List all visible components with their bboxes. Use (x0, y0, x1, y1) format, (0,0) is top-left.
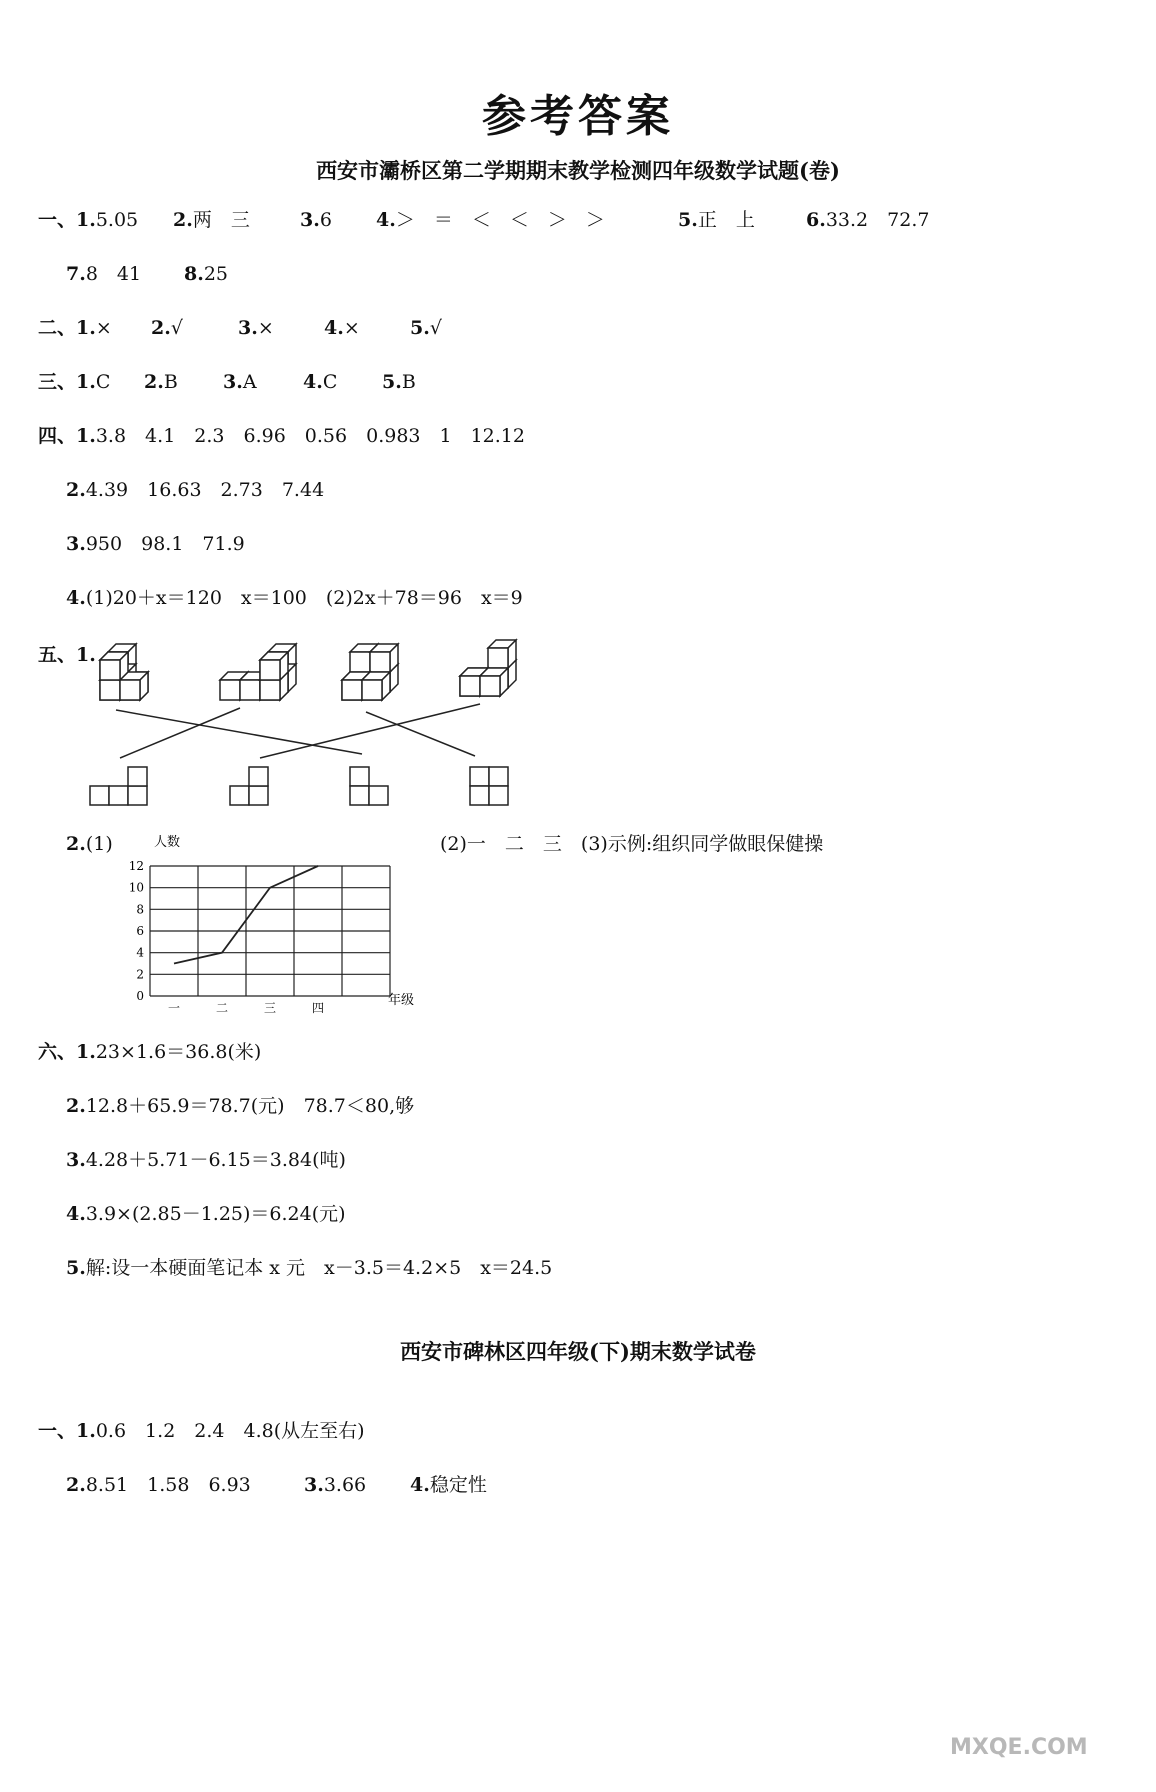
q-answer: (1) (85, 833, 113, 855)
q-label: 2. (173, 209, 193, 231)
q-label: 4. (376, 209, 396, 231)
y-tick-label: 4 (136, 945, 144, 960)
q-label: 4. (66, 587, 86, 609)
x-tick-label: 二 (215, 1001, 229, 1015)
view-figure-1 (90, 767, 147, 805)
q-answer: 3.9×(2.85－1.25)＝6.24(元) (85, 1203, 346, 1225)
solid-figure-4 (460, 640, 516, 696)
q-answer: × (95, 317, 112, 339)
q-answer: 6 (319, 209, 332, 231)
q-answer: 23×1.6＝36.8(米) (95, 1041, 262, 1063)
q-answer: × (343, 317, 360, 339)
q-label: 六、1. (38, 1041, 96, 1063)
solid-figure-2 (220, 644, 296, 700)
q-label: 5. (66, 1257, 86, 1279)
y-axis-label: 人数 (154, 835, 181, 850)
q-answer: 解:设一本硬面笔记本 x 元 x－3.5＝4.2×5 x＝24.5 (85, 1257, 553, 1279)
q-label: 2. (144, 371, 164, 393)
q-answer: 8.51 1.58 6.93 (85, 1474, 251, 1496)
q-label: 4. (303, 371, 323, 393)
q-label: 3. (66, 1149, 86, 1171)
q-label: 3. (238, 317, 258, 339)
q-answer: C (95, 371, 111, 393)
q-answer: 4.39 16.63 2.73 7.44 (85, 479, 325, 501)
q-answer: 33.2 72.7 (825, 209, 930, 231)
q-label: 3. (66, 533, 86, 555)
y-tick-label: 12 (128, 859, 144, 873)
q-answer: 8 41 (85, 263, 142, 285)
q-answer: 3.8 4.1 2.3 6.96 0.56 0.983 1 12.12 (95, 425, 525, 447)
q-answer: 3.66 (323, 1474, 367, 1496)
q-label: 2. (151, 317, 171, 339)
q-label: 3. (223, 371, 243, 393)
chart-grid (150, 866, 390, 996)
page-title: 参考答案 (482, 91, 674, 142)
q-answer: 0.6 1.2 2.4 4.8(从左至右) (95, 1420, 365, 1442)
y-tick-label: 0 (136, 989, 144, 1003)
q-label: 8. (184, 263, 204, 285)
q-label: 5. (410, 317, 430, 339)
q-label: 3. (304, 1474, 324, 1496)
view-figure-4 (470, 767, 508, 805)
q-answer: (1)20＋x＝120 x＝100 (2)2x＋78＝96 x＝9 (85, 587, 523, 609)
q-answer: 两 三 (192, 209, 250, 231)
y-tick-label: 6 (136, 924, 144, 938)
q-answer: 正 上 (697, 209, 755, 231)
view-figure-3 (350, 767, 388, 805)
q-answer: × (257, 317, 274, 339)
section-heading-2: 西安市碑林区四年级(下)期末数学试卷 (400, 1339, 756, 1364)
q-label: 6. (806, 209, 826, 231)
q-label: 4. (66, 1203, 86, 1225)
matching-line (116, 710, 362, 754)
x-tick-label: 三 (263, 1001, 277, 1015)
q-label: 5. (678, 209, 698, 231)
q-answer: 12.8＋65.9＝78.7(元) 78.7＜80,够 (85, 1095, 415, 1117)
q-answer: A (242, 371, 257, 393)
q-label: 7. (66, 263, 86, 285)
q-label: 4. (324, 317, 344, 339)
q-label: 4. (410, 1474, 430, 1496)
q-label: 2. (66, 1474, 86, 1496)
q-label: 四、1. (38, 425, 96, 447)
q-label: 5. (382, 371, 402, 393)
q-answer: C (322, 371, 338, 393)
section-heading-1: 西安市灞桥区第二学期期末教学检测四年级数学试题(卷) (316, 158, 840, 183)
matching-line (120, 708, 240, 758)
x-axis-label: 年级 (388, 993, 415, 1008)
q-answer: (2)一 二 三 (3)示例:组织同学做眼保健操 (440, 833, 824, 855)
q-label: 2. (66, 833, 86, 855)
x-tick-label: 一 (167, 1001, 181, 1015)
solid-figure-1 (100, 644, 148, 700)
y-axis-ticks (129, 859, 145, 1003)
q-answer: 4.28＋5.71－6.15＝3.84(吨) (85, 1149, 346, 1171)
q-label: 三、1. (38, 371, 96, 393)
y-tick-label: 2 (136, 967, 144, 982)
q-answer: 950 98.1 71.9 (85, 533, 245, 555)
solid-figure-3 (342, 644, 398, 700)
line-chart (120, 832, 430, 1017)
q-answer: B (401, 371, 416, 393)
q-answer: 稳定性 (429, 1474, 487, 1496)
answer-row-5-2-label (66, 829, 113, 859)
q-label: 2. (66, 1095, 86, 1117)
view-figure-2 (230, 767, 268, 805)
q-label: 3. (300, 209, 320, 231)
q-answer: 25 (203, 263, 229, 285)
y-tick-label: 8 (136, 902, 144, 917)
x-axis-ticks (168, 1001, 324, 1015)
q-label: 2. (66, 479, 86, 501)
matching-line (260, 704, 480, 758)
x-tick-label: 四 (311, 1001, 325, 1015)
q-label: 一、1. (38, 1420, 96, 1442)
q-label: 五、1. (38, 644, 96, 666)
q-answer: 5.05 (95, 209, 139, 231)
q-answer: ＞ ＝ ＜ ＜ ＞ ＞ (395, 209, 605, 231)
q-label: 二、1. (38, 317, 96, 339)
q-answer: √ (170, 317, 183, 339)
answer-row-5-2-rest (440, 829, 823, 859)
q-answer: B (163, 371, 178, 393)
q-answer: √ (429, 317, 442, 339)
y-tick-label: 10 (128, 880, 144, 895)
q-label: 一、1. (38, 209, 96, 231)
watermark: MXQE.COM (950, 1735, 1088, 1760)
